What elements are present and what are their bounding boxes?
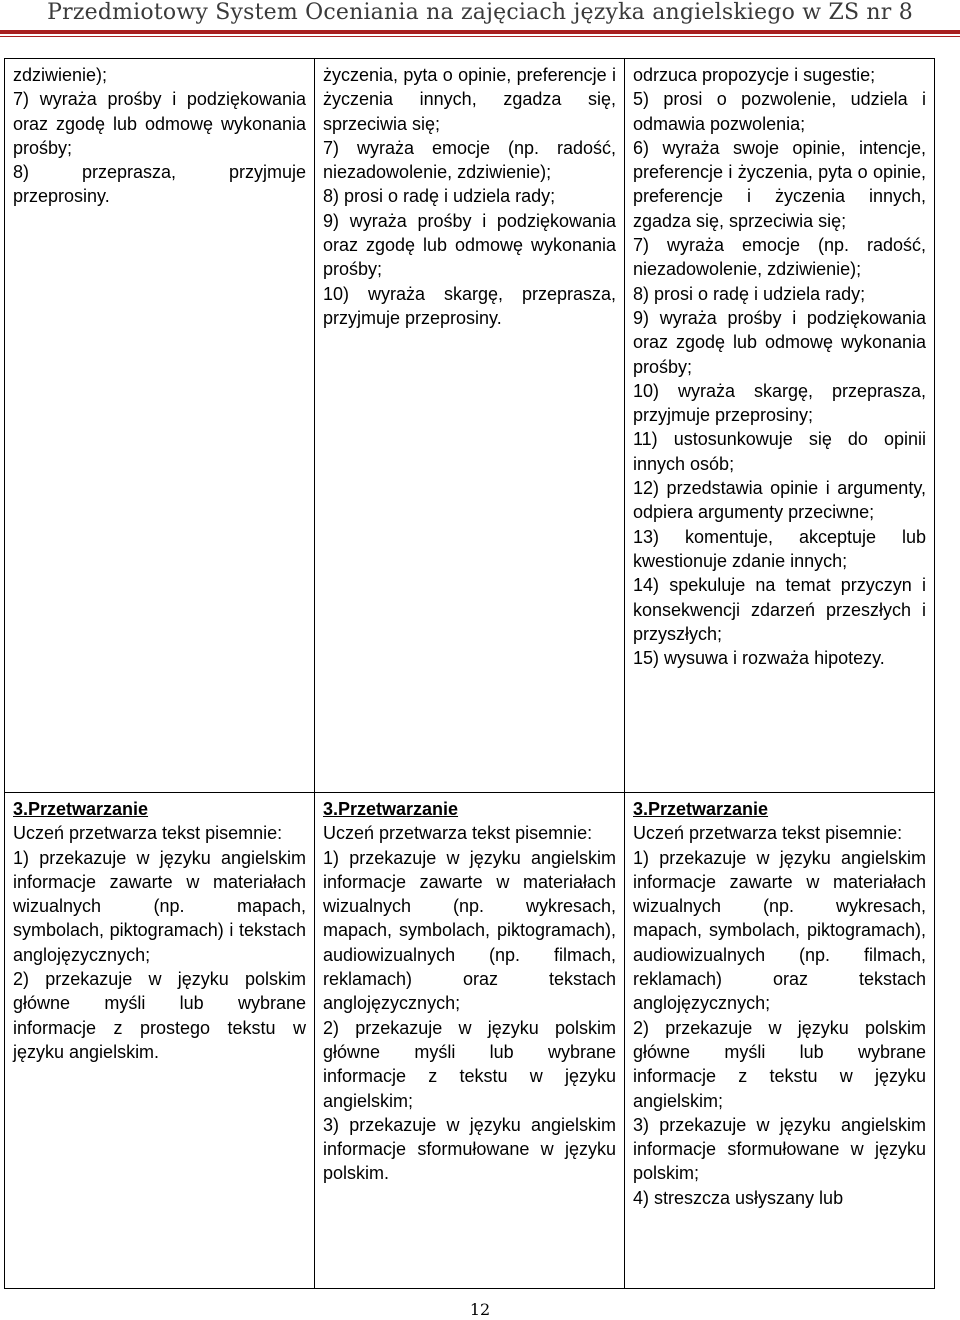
page-header [0,0,960,52]
table-row [5,59,935,793]
header-rule-thin [0,36,960,37]
cell-line: 8) przeprasza, przyjmuje przeprosiny. [13,162,306,207]
cell-line: Uczeń przetwarza tekst pisemnie: [13,823,283,844]
cell-line: 3) przekazuje w języku angielskim informacje sformułowane w języku polskim; [633,1114,926,1184]
cell-line: 6) wyraża swoje opinie, intencje, preferencje i życzenia, pyta o opinie, preferencje i życzenia innych, zgadza się, sprzeciwia się; [633,137,926,231]
cell-line: Uczeń przetwarza tekst pisemnie: [633,823,903,844]
cell-line: Uczeń przetwarza tekst pisemnie: [323,823,593,844]
cell-line: 7) wyraża emocje (np. radość, niezadowolenie, zdziwienie); [323,137,616,183]
cell-line: 7) wyraża emocje (np. radość, niezadowolenie, zdziwienie); [633,235,926,280]
cell-line: 10) wyraża skargę, przeprasza, przyjmuje przeprosiny. [323,283,616,328]
cell-line: 9) wyraża prośby i podziękowania oraz zgodę lub odmowę wykonania prośby; [323,210,616,280]
cell-line: odrzuca propozycje i sugestie; [633,65,876,85]
cell-line: 14) spekuluje na temat przyczyn i konsekwencji zdarzeń przeszłych i przyszłych; [633,575,926,644]
table-cell [625,793,935,1289]
table-cell [625,59,935,793]
cell-line: 10) wyraża skargę, przeprasza, przyjmuje przeprosiny; [633,380,926,426]
table-cell [5,59,315,793]
cell-line: 1) przekazuje w języku angielskim informacje zawarte w materiałach wizualnych (np. wykresach, mapach, symbolach, piktogramach), audiowizualnych (np. filmach, reklamach) oraz tekstach anglojęzycznych; [323,847,616,1014]
header-rule [0,30,960,34]
cell-text [13,63,306,209]
cell-line: 15) wysuwa i rozważa hipotezy. [633,648,885,669]
cell-text [633,797,926,1210]
section-heading: 3.Przetwarzanie [323,799,459,819]
cell-line: 5) prosi o pozwolenie, udziela i odmawia pozwolenia; [633,89,926,134]
curriculum-table [4,58,935,1289]
cell-line: 13) komentuje, akceptuje lub kwestionuje zdanie innych; [633,526,926,571]
cell-text [323,63,616,330]
cell-line: zdziwienie); [13,65,108,85]
table-cell [315,59,625,793]
cell-text [13,797,306,1064]
cell-line: 12) przedstawia opinie i argumenty, odpiera argumenty przeciwne; [633,478,926,523]
cell-line: życzenia, pyta o opinie, preferencje i życzenia innych, zgadza się, sprzeciwia się; [323,65,616,134]
cell-line: 1) przekazuje w języku angielskim informacje zawarte w materiałach wizualnych (np. mapach, symbolach, piktogramach) i tekstach anglojęzycznych; [13,847,306,965]
cell-line: 4) streszcza usłyszany lub [633,1187,844,1208]
header-title: Przedmiotowy System Oceniania na zajęciach języka angielskiego w ZS nr 8 [47,0,913,25]
cell-line: 8) prosi o radę i udziela rady; [323,186,556,207]
cell-line: 2) przekazuje w języku polskim główne myśli lub wybrane informacje z tekstu w języku angielskim; [633,1017,926,1111]
cell-line: 2) przekazuje w języku polskim główne myśli lub wybrane informacje z tekstu w języku angielskim; [323,1017,616,1111]
table-row [5,793,935,1289]
cell-line: 7) wyraża prośby i podziękowania oraz zgodę lub odmowę wykonania prośby; [13,89,306,158]
section-heading: 3.Przetwarzanie [13,799,149,819]
page-number: 12 [469,1300,491,1319]
cell-line: 1) przekazuje w języku angielskim informacje zawarte w materiałach wizualnych (np. wykresach, mapach, symbolach, piktogramach), audiowizualnych (np. filmach, reklamach) oraz tekstach anglojęzycznych; [633,847,926,1014]
cell-line: 11) ustosunkowuje się do opinii innych osób; [633,429,926,474]
cell-line: 2) przekazuje w języku polskim główne myśli lub wybrane informacje z prostego tekstu w języku angielskim. [13,969,306,1062]
cell-line: 8) prosi o radę i udziela rady; [633,283,866,304]
table-cell [315,793,625,1289]
table-cell [5,793,315,1289]
cell-line: 9) wyraża prośby i podziękowania oraz zgodę lub odmowę wykonania prośby; [633,307,926,377]
cell-line: 3) przekazuje w języku angielskim informacje sformułowane w języku polskim. [323,1114,616,1184]
cell-text [323,797,616,1186]
section-heading: 3.Przetwarzanie [633,799,769,819]
cell-text [633,63,926,670]
